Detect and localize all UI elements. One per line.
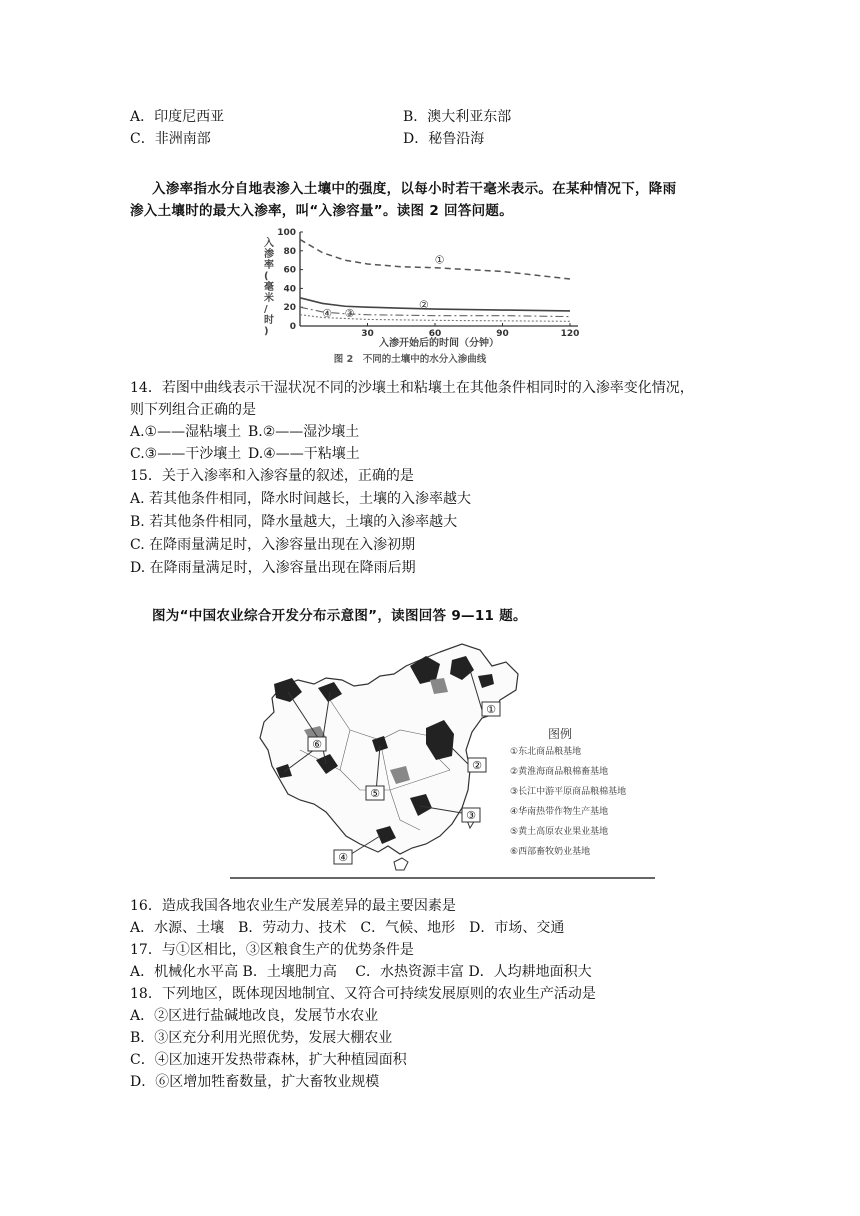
marker-1: ① bbox=[486, 703, 496, 716]
legend-item: ⑤黄土高原农业果业基地 bbox=[510, 827, 609, 837]
curve-label-1: ① bbox=[434, 253, 445, 267]
q18-stem: 18．下列地区，既体现因地制宜、又符合可持续发展原则的农业生产活动是 bbox=[130, 986, 596, 1002]
china-agriculture-map bbox=[230, 640, 655, 882]
curves bbox=[300, 240, 570, 322]
marker-2: ② bbox=[472, 759, 482, 772]
x-axis-label: 入渗开始后的时间（分钟） bbox=[379, 338, 499, 349]
y-tick-label: 80 bbox=[283, 246, 296, 257]
q18-option-c: C．④区加速开发热带森林，扩大种植园面积 bbox=[130, 1052, 407, 1068]
q17-options: A．机械化水平高 B．土壤肥力高 C．水热资源丰富 D．人均耕地面积大 bbox=[130, 964, 592, 980]
x-tick-label: 60 bbox=[428, 329, 442, 339]
hainan-island bbox=[394, 858, 408, 870]
infiltration-chart bbox=[250, 222, 595, 370]
q14-option-b: B.②——湿沙壤土 bbox=[248, 424, 360, 440]
q15-option-c: C. 在降雨量满足时，入渗容量出现在入渗初期 bbox=[130, 537, 416, 553]
curve-label-2: ② bbox=[418, 298, 429, 312]
y-tick-label: 40 bbox=[283, 284, 296, 295]
q14-stem-line1: 14．若图中曲线表示干湿状况不同的沙壤土和粘壤土在其他条件相同时的入渗率变化情况， bbox=[130, 380, 694, 396]
q15-stem: 15．关于入渗率和入渗容量的叙述，正确的是 bbox=[130, 468, 414, 484]
intro1-line1: 入渗率指水分自地表渗入土壤中的强度，以每小时若干毫米表示。在某种情况下，降雨 bbox=[152, 181, 677, 197]
intro1-line2: 渗入土壤时的最大入渗率，叫“入渗容量”。读图 2 回答问题。 bbox=[130, 203, 514, 219]
q14-option-d: D.④——干粘壤土 bbox=[248, 446, 360, 462]
q16-options: A．水源、土壤 B．劳动力、技术 C．气候、地形 D．市场、交通 bbox=[130, 920, 565, 936]
legend-title: 图例 bbox=[547, 727, 573, 741]
y-tick-label: 60 bbox=[283, 265, 296, 276]
y-tick-label: 100 bbox=[277, 228, 296, 238]
q18-option-b: B．③区充分利用光照优势，发展大棚农业 bbox=[130, 1030, 393, 1046]
y-tick-label: 20 bbox=[283, 303, 296, 314]
option-d-top: D．秘鲁沿海 bbox=[403, 131, 485, 147]
legend-item: ④华南热带作物生产基地 bbox=[510, 807, 609, 817]
marker-6: ⑥ bbox=[312, 738, 322, 751]
q14-option-c: C.③——干沙壤土 bbox=[130, 446, 242, 462]
marker-3: ③ bbox=[466, 809, 476, 822]
option-b-top: B．澳大利亚东部 bbox=[403, 109, 512, 125]
intro2: 图为“中国农业综合开发分布示意图”，读图回答 9—11 题。 bbox=[152, 608, 527, 624]
map-legend bbox=[510, 726, 626, 857]
q18-option-a: A．②区进行盐碱地改良，发展节水农业 bbox=[130, 1008, 379, 1024]
legend-item: ⑥西部畜牧奶业基地 bbox=[510, 847, 591, 857]
q16-stem: 16．造成我国各地农业生产发展差异的最主要因素是 bbox=[130, 898, 456, 914]
y-tick-label: 0 bbox=[289, 322, 296, 332]
curve-2 bbox=[300, 298, 570, 311]
y-ticks bbox=[277, 228, 303, 332]
legend-item: ②黄淮海商品粮棉畜基地 bbox=[510, 767, 609, 777]
q14-option-a: A.①——湿粘壤土 bbox=[130, 424, 242, 440]
marker-5: ⑤ bbox=[370, 787, 380, 800]
legend-item: ①东北商品粮基地 bbox=[510, 747, 582, 757]
y-axis-label-text: 入渗率(毫米/时) bbox=[264, 238, 274, 337]
x-tick-label: 30 bbox=[361, 329, 374, 339]
y-axis-label bbox=[263, 236, 274, 337]
option-a-top: A．印度尼西亚 bbox=[130, 109, 225, 125]
q15-option-b: B. 若其他条件相同，降水量越大，土壤的入渗率越大 bbox=[130, 514, 458, 530]
curve-label-4: ④ bbox=[322, 306, 332, 320]
curve-label-3: ③ bbox=[344, 306, 355, 320]
q17-stem: 17．与①区相比，③区粮食生产的优势条件是 bbox=[130, 942, 414, 958]
q15-option-d: D. 在降雨量满足时，入渗容量出现在降雨后期 bbox=[130, 560, 416, 576]
marker-4: ④ bbox=[338, 851, 348, 864]
figure-caption: 图 2 不同的土壤中的水分入渗曲线 bbox=[333, 354, 487, 365]
curve-labels bbox=[322, 253, 445, 320]
q18-option-d: D．⑥区增加牲畜数量，扩大畜牧业规模 bbox=[130, 1074, 380, 1090]
x-tick-label: 90 bbox=[496, 329, 509, 339]
option-c-top: C．非洲南部 bbox=[130, 131, 211, 147]
q14-stem-line2: 则下列组合正确的是 bbox=[130, 402, 256, 418]
x-tick-label: 120 bbox=[560, 329, 580, 339]
q15-option-a: A. 若其他条件相同，降水时间越长，土壤的入渗率越大 bbox=[130, 491, 472, 507]
legend-item: ③长江中游平原商品粮棉基地 bbox=[510, 787, 627, 797]
